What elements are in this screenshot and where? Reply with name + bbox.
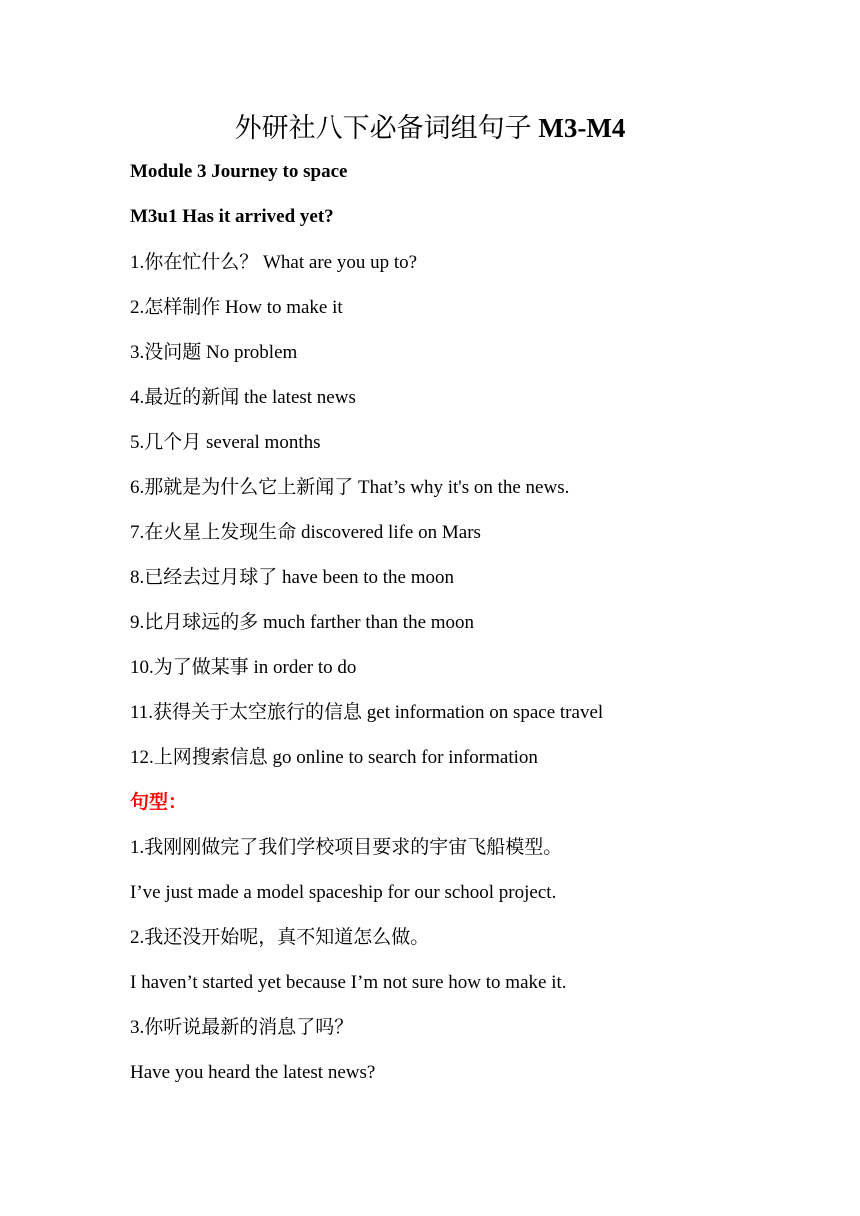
phrase-line: 8.已经去过月球了 have been to the moon	[130, 567, 455, 588]
sentence-line-cn: 2.我还没开始呢，真不知道怎么做。	[130, 927, 430, 948]
sentence-line-en: Have you heard the latest news?	[130, 1062, 376, 1083]
phrase-line: 5.几个月 several months	[130, 432, 321, 453]
phrase-line: 2.怎样制作 How to make it	[130, 297, 343, 318]
phrase-line: 12.上网搜索信息 go online to search for information	[130, 747, 538, 768]
document-title	[0, 108, 860, 148]
sentence-line-en: I’ve just made a model spaceship for our school project.	[130, 882, 557, 903]
sentence-line-en: I haven’t started yet because I’m not sure how to make it.	[130, 972, 567, 993]
phrase-line: 10.为了做某事 in order to do	[130, 657, 357, 678]
title-module-range: M3-M4	[538, 113, 626, 143]
phrase-line: 3.没问题 No problem	[130, 342, 298, 363]
unit-heading: M3u1 Has it arrived yet?	[130, 206, 334, 227]
phrase-line: 9.比月球远的多 much farther than the moon	[130, 612, 475, 633]
sentence-pattern-heading: 句型：	[130, 792, 188, 813]
sentence-line-cn: 1.我刚刚做完了我们学校项目要求的宇宙飞船模型。	[130, 837, 563, 858]
phrase-line: 7.在火星上发现生命 discovered life on Mars	[130, 522, 481, 543]
phrase-line: 6.那就是为什么它上新闻了 That’s why it's on the news.	[130, 477, 570, 498]
phrase-line: 11.获得关于太空旅行的信息 get information on space travel	[130, 702, 604, 723]
sentence-line-cn: 3.你听说最新的消息了吗？	[130, 1017, 354, 1038]
module-heading: Module 3 Journey to space	[130, 161, 348, 182]
phrase-line: 4.最近的新闻 the latest news	[130, 387, 356, 408]
phrase-line: 1.你在忙什么？ What are you up to?	[130, 252, 418, 273]
title-chinese: 外研社八下必备词组句子	[234, 113, 539, 143]
